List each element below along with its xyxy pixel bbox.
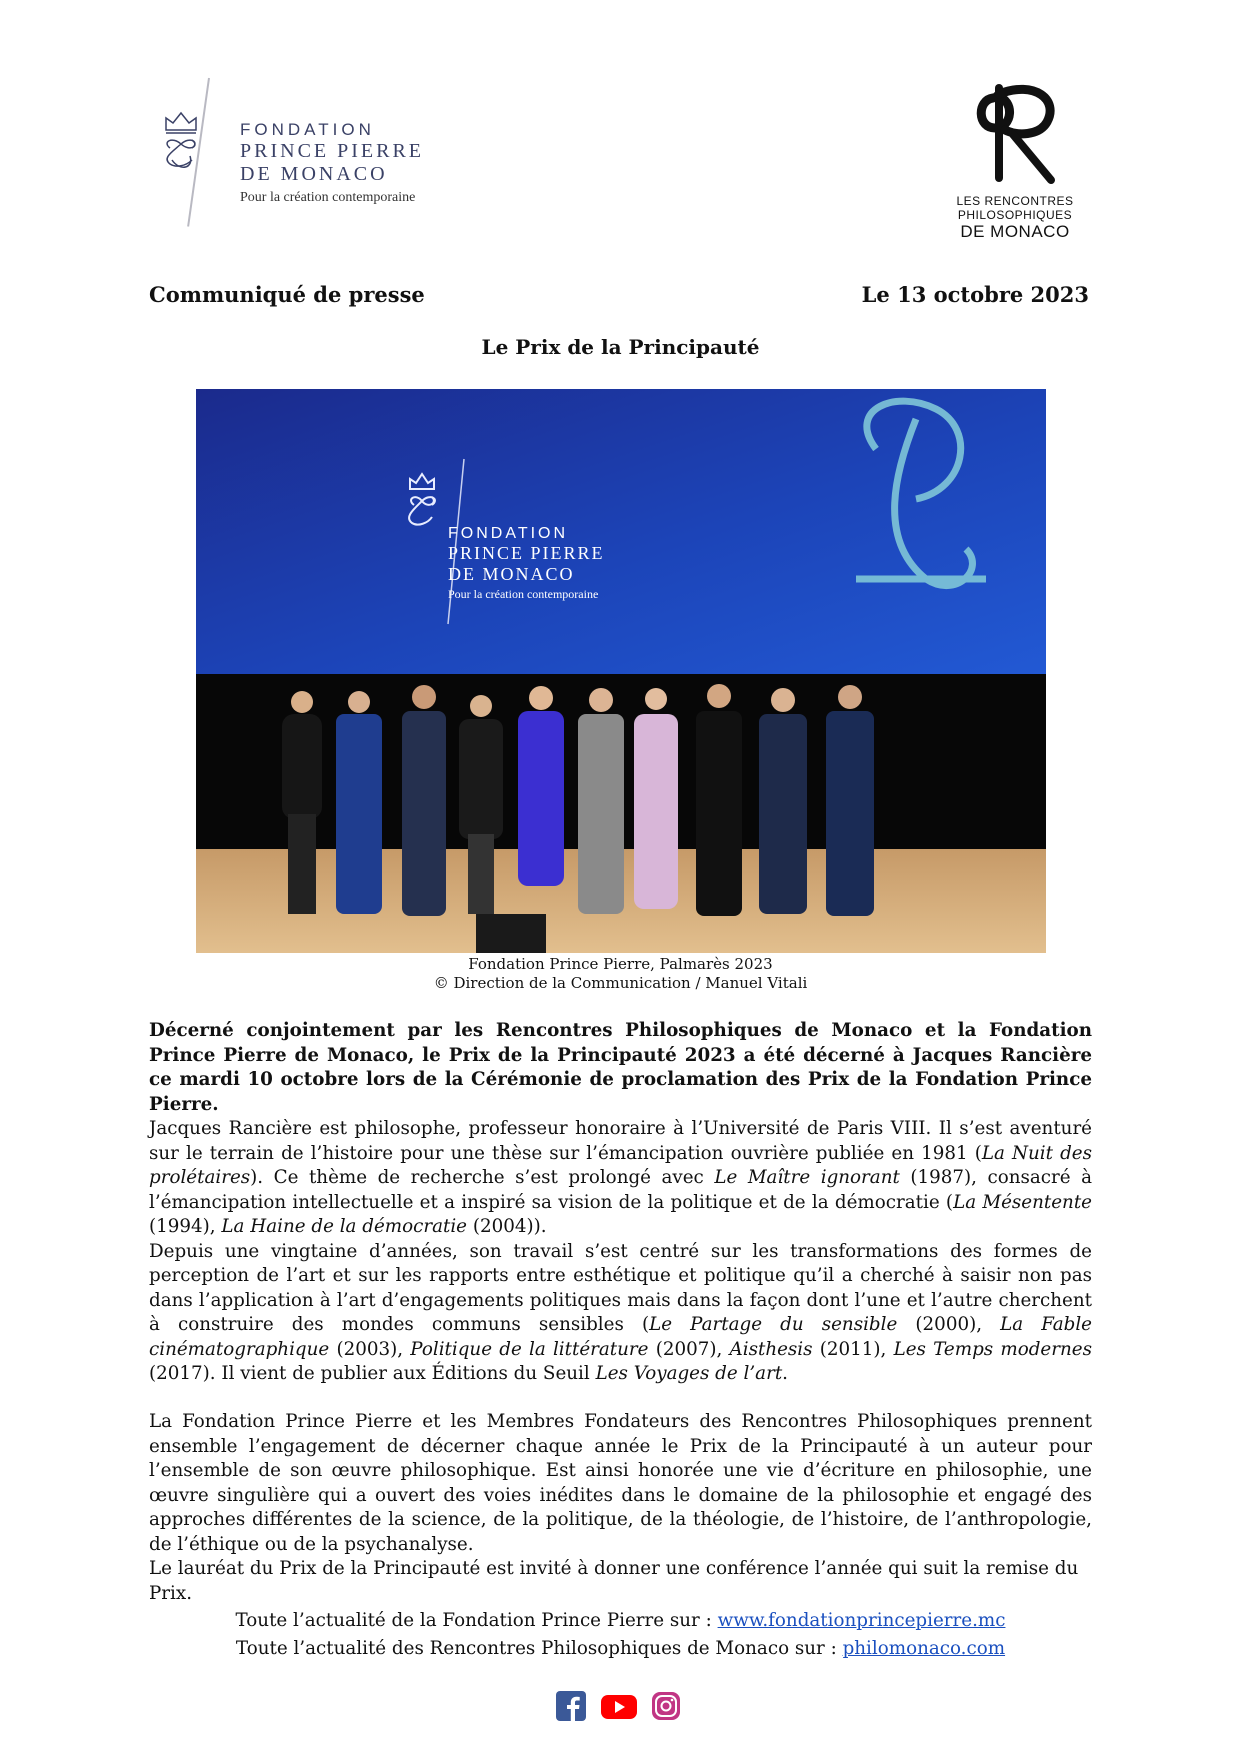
page-title: Le Prix de la Principauté <box>481 335 760 359</box>
pr-monogram-icon <box>955 70 1075 190</box>
screen-logo-line1: FONDATION <box>448 525 569 542</box>
logo-tagline: Pour la création contemporaine <box>240 190 416 205</box>
ceremony-photo-illustration <box>196 389 1046 953</box>
photo-caption <box>0 955 1241 993</box>
logo-line-fondation: FONDATION <box>240 120 375 139</box>
book-title: La Nuit des prolétaires <box>149 1142 1092 1188</box>
facebook-icon[interactable] <box>556 1691 586 1721</box>
book-title: La Fable cinématographique <box>149 1314 1093 1360</box>
rencontres-line2: PHILOSOPHIQUES <box>957 208 1073 222</box>
logo-line-prince-pierre: PRINCE PIERRE <box>240 140 425 162</box>
release-date: Le 13 octobre 2023 <box>861 282 1089 307</box>
rencontres-line1: LES RENCONTRES <box>956 194 1074 208</box>
book-title: Le Maître ignorant <box>714 1167 900 1188</box>
book-title: Politique de la littérature <box>410 1338 649 1360</box>
youtube-icon[interactable] <box>601 1695 637 1719</box>
book-title: Les Temps modernes <box>893 1338 1092 1360</box>
rencontres-line3: DE MONACO <box>960 222 1070 241</box>
philomonaco-website-link[interactable]: philomonaco.com <box>842 1638 1006 1659</box>
footer-links: Toute l’actualité de la Fondation Prince Pierre sur : www.fondationprincepierre.mc Toute l’actualité des Rencontres Philosophiques de Monaco sur : philomonaco.com <box>235 1610 1006 1659</box>
prize-description-paragraph: La Fondation Prince Pierre et les Membres Fondateurs des Rencontres Philosophiques prennent ensemble l’engagement de décerner chaque année le Prix de la Principauté à un auteur pour l’ensemble de son œuvre philosophique. Est ainsi honorée une vie d’écriture en philosophie, une œuvre singulière qui a ouvert des voies inédites dans le domaine de la philosophie et engagé des approches différentes de la science, de la politique, de la théologie, de l’histoire, de l’anthropologie, de l’éthique ou de la psychanalyse. <box>149 1411 1092 1555</box>
foundation-website-link[interactable]: www.fondationprincepierre.mc <box>717 1610 1006 1631</box>
biography-paragraph: Jacques Rancière est philosophe, professeur honoraire à l’Université de Paris VIII. Il s’est aventuré sur le terrain de l’histoire pour une thèse sur l’émancipation ouvrière publiée en 1981 (La Nuit des prolétaires). Ce thème de recherche s’est prolongé avec Le Maître ignorant (1987), consacré à l’émancipation intellectuelle et a inspiré sa vision de la politique et de la démocratie (La Mésentente (1994), La Haine de la démocratie (2004)). Depuis une vingtaine d’années, son travail s’est centré sur les transformations des formes de perception de l’art et sur les rapports entre esthétique et politique qu’il a cherché à saisir non pas dans l’application à l’art d’engagements politiques mais dans la façon dont l’une et l’autre cherchent à construire des mondes communs sensibles (Le Partage du sensible (2000), La Fable cinématographique (2003), Politique de la littérature (2007), Aisthesis (2011), Les Temps modernes (2017). Il vient de publier aux Éditions du Seuil Les Voyages de l’art. <box>149 1118 1093 1384</box>
book-title: La Mésentente <box>953 1191 1092 1213</box>
social-icons <box>556 1690 686 1722</box>
caption-line2: © Direction de la Communication / Manuel Vitali <box>433 974 808 992</box>
logo-line-de-monaco: DE MONACO <box>240 163 388 185</box>
lead-paragraph: Décerné conjointement par les Rencontres Philosophiques de Monaco et la Fondation Prince Pierre de Monaco, le Prix de la Principauté 2023 a été décerné à Jacques Rancière ce mardi 10 octobre lors de la Cérémonie de proclamation des Prix de la Fondation Prince Pierre. <box>149 1020 1092 1115</box>
foundation-logo <box>150 78 450 228</box>
rencontres-logo <box>950 70 1080 260</box>
book-title: Le Partage du sensible <box>649 1314 898 1335</box>
ceremony-photo <box>196 389 1046 953</box>
book-title: La Haine de la démocratie <box>221 1216 468 1237</box>
screen-logo-line3: DE MONACO <box>448 564 575 584</box>
screen-logo-tagline: Pour la création contemporaine <box>448 587 599 601</box>
instagram-icon[interactable] <box>652 1692 680 1720</box>
press-release-label: Communiqué de presse <box>149 282 425 307</box>
conference-paragraph: Le lauréat du Prix de la Principauté est invité à donner une conférence l’année qui suit la remise du Prix. <box>149 1558 1079 1604</box>
caption-line1: Fondation Prince Pierre, Palmarès 2023 <box>468 955 773 973</box>
book-title: Aisthesis <box>729 1338 813 1360</box>
book-title: Les Voyages de l’art <box>595 1363 783 1384</box>
screen-logo-line2: PRINCE PIERRE <box>448 543 605 563</box>
